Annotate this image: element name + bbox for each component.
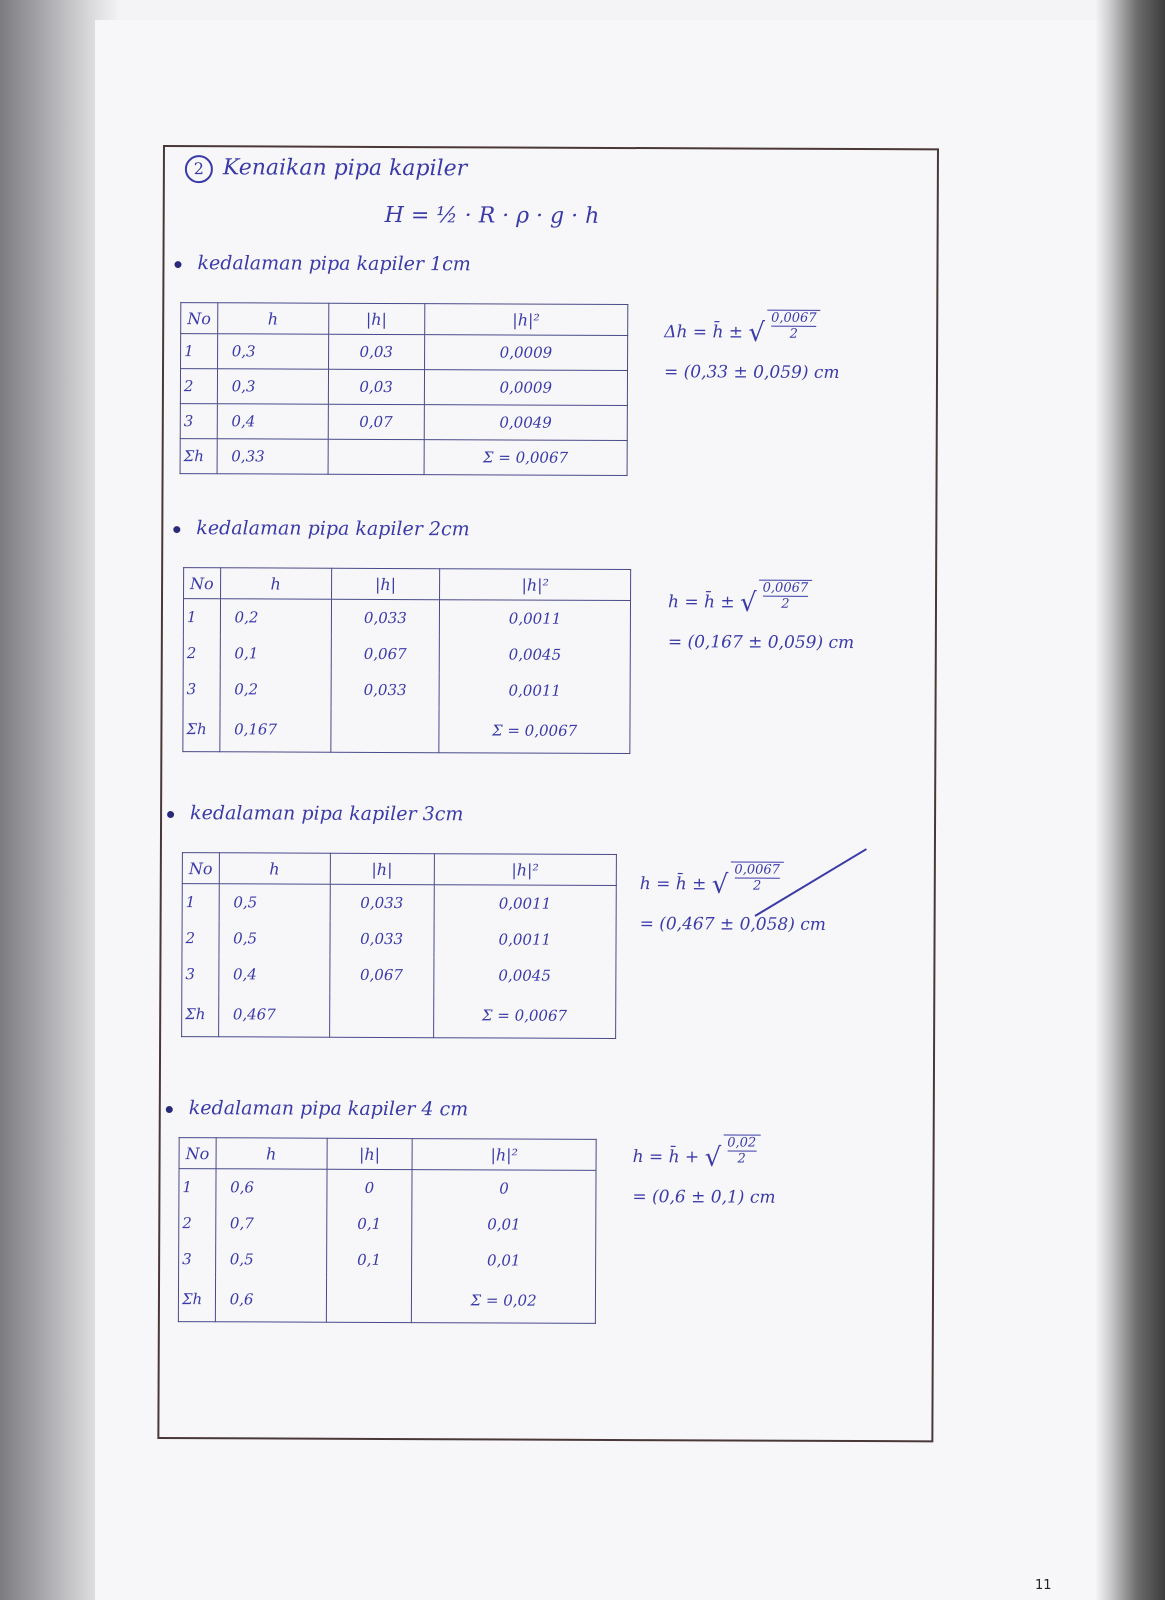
calc-denominator: 2 xyxy=(771,326,817,342)
table-header xyxy=(182,853,616,886)
data-table-4 xyxy=(178,1137,597,1324)
cell xyxy=(329,993,433,1038)
table-row xyxy=(183,671,630,709)
cell: 0,5 xyxy=(219,920,330,956)
cell: 2 xyxy=(180,369,217,404)
data-table-2 xyxy=(182,567,631,754)
cell: 0,0045 xyxy=(439,636,630,673)
data-table-3 xyxy=(181,852,617,1039)
page-number: 11 xyxy=(1035,1578,1052,1593)
cell: Σ = 0,02 xyxy=(412,1278,596,1323)
table-header xyxy=(181,303,628,336)
cell: 0,0049 xyxy=(424,405,627,441)
cell: 0,3 xyxy=(217,369,328,404)
calc-result: = (0,467 ± 0,058) cm xyxy=(639,913,827,935)
table-row xyxy=(179,1169,596,1207)
cell: 1 xyxy=(183,599,220,636)
page-title xyxy=(185,155,467,184)
cell: 0,2 xyxy=(220,599,331,636)
calc-2: h = h̄ ± √ $\frac{0,0067}{2}$ = (0,167 ± 0,059) cm xyxy=(667,580,855,653)
calc-3: h = h̄ ± √ $\frac{0,0067}{2}$ = (0,467 ± 0,058) cm xyxy=(639,862,827,935)
cell: 0,0011 xyxy=(434,885,617,922)
cell: 3 xyxy=(182,956,219,992)
cell: 0,6 xyxy=(215,1277,326,1322)
col-abs-h-sq: |h|² xyxy=(434,854,617,886)
table-row xyxy=(183,599,630,637)
table-header xyxy=(184,568,631,601)
cell: 0,3 xyxy=(217,334,328,369)
col-abs-h-sq: |h|² xyxy=(424,304,627,336)
table-row xyxy=(182,956,616,994)
cell: 0,0011 xyxy=(439,672,630,709)
table-row xyxy=(179,1241,596,1279)
col-abs-h-sq: |h|² xyxy=(412,1139,596,1171)
cell: 0,033 xyxy=(331,599,440,636)
formula: H = ½ · R · ρ · g · h xyxy=(384,202,600,229)
col-h: h xyxy=(216,1138,327,1169)
col-abs-h: |h| xyxy=(327,1138,413,1169)
cell: 0,0011 xyxy=(440,600,631,637)
cell: 0,0009 xyxy=(424,370,627,406)
calc-numerator: 0,0067 xyxy=(771,310,817,326)
calc-lhs: Δh = h̄ ± xyxy=(664,322,744,343)
col-h: h xyxy=(219,853,330,884)
cell: 0,03 xyxy=(328,369,424,404)
table-row xyxy=(180,439,627,476)
cell: 0,2 xyxy=(220,671,331,707)
table-row xyxy=(183,635,630,673)
cell: 0,0009 xyxy=(424,335,627,371)
cell: 0,6 xyxy=(216,1169,327,1206)
table-row xyxy=(182,920,616,958)
cell: 0,033 xyxy=(330,884,434,921)
col-h: h xyxy=(220,568,331,599)
calc-denominator: 2 xyxy=(763,596,809,612)
cell: 0,067 xyxy=(329,957,433,993)
cell: Σ = 0,0067 xyxy=(433,993,616,1038)
section-heading-1 xyxy=(174,252,470,275)
cell: 0 xyxy=(412,1170,596,1207)
cell: 0,1 xyxy=(326,1242,412,1278)
cell: 0,067 xyxy=(331,636,440,672)
cell: 0 xyxy=(327,1169,413,1206)
heading-text: kedalaman pipa kapiler 3cm xyxy=(190,802,464,826)
cell: Σh xyxy=(178,1277,215,1322)
bullet-dot xyxy=(167,811,174,818)
cell: 2 xyxy=(182,920,219,956)
section-heading-2 xyxy=(173,517,469,540)
cell: Σh xyxy=(182,992,219,1037)
col-no: No xyxy=(179,1138,216,1169)
cell xyxy=(326,1278,412,1323)
cell: 0,4 xyxy=(217,404,328,439)
cell: Σh xyxy=(180,439,217,474)
bullet-dot xyxy=(173,526,180,533)
calc-denominator: 2 xyxy=(734,878,780,894)
cell: 3 xyxy=(183,671,220,707)
calc-numerator: 0,0067 xyxy=(762,580,809,596)
table-row xyxy=(180,369,627,406)
table-row xyxy=(178,1277,595,1323)
calc-lhs: h = h̄ ± xyxy=(639,874,707,895)
cell: 0,1 xyxy=(220,635,331,671)
cell xyxy=(328,439,424,474)
cell: 0,33 xyxy=(217,439,328,474)
table-row xyxy=(180,404,627,441)
cell: 0,0045 xyxy=(433,957,616,994)
heading-text: kedalaman pipa kapiler 1cm xyxy=(197,252,471,276)
cell: 0,0011 xyxy=(434,921,617,958)
scan-shadow-right xyxy=(1095,0,1165,1600)
cell: 0,467 xyxy=(218,992,329,1037)
cell: 0,167 xyxy=(219,707,330,752)
calc-denominator: 2 xyxy=(727,1150,756,1166)
bullet-dot xyxy=(174,261,181,268)
col-abs-h-sq: |h|² xyxy=(440,569,631,601)
table-row xyxy=(182,884,616,922)
section-heading-4 xyxy=(166,1097,468,1120)
cell: 0,07 xyxy=(328,404,424,439)
data-table-1 xyxy=(180,302,629,476)
section-number: 2 xyxy=(185,155,213,183)
calc-result: = (0,33 ± 0,059) cm xyxy=(663,361,840,383)
heading-text: kedalaman pipa kapiler 4 cm xyxy=(188,1097,469,1121)
cell: 1 xyxy=(179,1169,216,1206)
heading-text: kedalaman pipa kapiler 2cm xyxy=(196,517,470,541)
col-no: No xyxy=(182,853,219,884)
bullet-dot xyxy=(166,1106,173,1113)
calc-1: Δh = h̄ ± √ $\frac{0,0067}{2}$ = (0,33 ± 0,059) cm xyxy=(663,310,840,383)
calc-result: = (0,167 ± 0,059) cm xyxy=(667,631,855,653)
col-abs-h: |h| xyxy=(328,303,424,334)
col-abs-h: |h| xyxy=(331,568,440,599)
cell: 0,7 xyxy=(215,1205,326,1241)
table-row xyxy=(179,1205,596,1243)
calc-lhs: h = h̄ + xyxy=(632,1147,700,1168)
cell: 0,1 xyxy=(326,1206,412,1242)
col-no: No xyxy=(181,303,218,334)
table-row xyxy=(181,334,628,371)
cell: Σ = 0,0067 xyxy=(424,440,627,476)
cell: 0,01 xyxy=(412,1206,596,1243)
col-h: h xyxy=(217,303,328,334)
table-row xyxy=(182,992,616,1038)
page-frame xyxy=(157,145,939,1442)
calc-numerator: 0,02 xyxy=(727,1135,757,1151)
cell: 2 xyxy=(183,635,220,671)
cell: 0,03 xyxy=(328,334,424,369)
col-abs-h: |h| xyxy=(330,853,434,884)
cell: 0,4 xyxy=(218,956,329,992)
calc-result: = (0,6 ± 0,1) cm xyxy=(632,1186,776,1208)
section-heading-3 xyxy=(167,802,463,825)
cell: 3 xyxy=(179,1241,216,1277)
calc-4: h = h̄ + √ $\frac{0,02}{2}$ = (0,6 ± 0,1) cm xyxy=(632,1135,776,1208)
cell: 0,033 xyxy=(330,921,434,957)
cell xyxy=(330,708,439,753)
cell: 1 xyxy=(182,884,219,921)
cell: 0,5 xyxy=(219,884,330,921)
title-text: Kenaikan pipa kapiler xyxy=(222,155,468,182)
cell: Σ = 0,0067 xyxy=(439,708,630,753)
col-no: No xyxy=(184,568,221,599)
table-row xyxy=(183,707,630,753)
cell: 3 xyxy=(180,404,217,439)
calc-lhs: h = h̄ ± xyxy=(667,592,735,613)
cell: 0,033 xyxy=(331,672,440,708)
cell: 1 xyxy=(181,334,218,369)
cell: Σh xyxy=(183,707,220,752)
table-header xyxy=(179,1138,596,1171)
cell: 2 xyxy=(179,1205,216,1241)
calc-numerator: 0,0067 xyxy=(734,862,780,878)
cell: 0,5 xyxy=(215,1241,326,1277)
cell: 0,01 xyxy=(412,1242,596,1279)
